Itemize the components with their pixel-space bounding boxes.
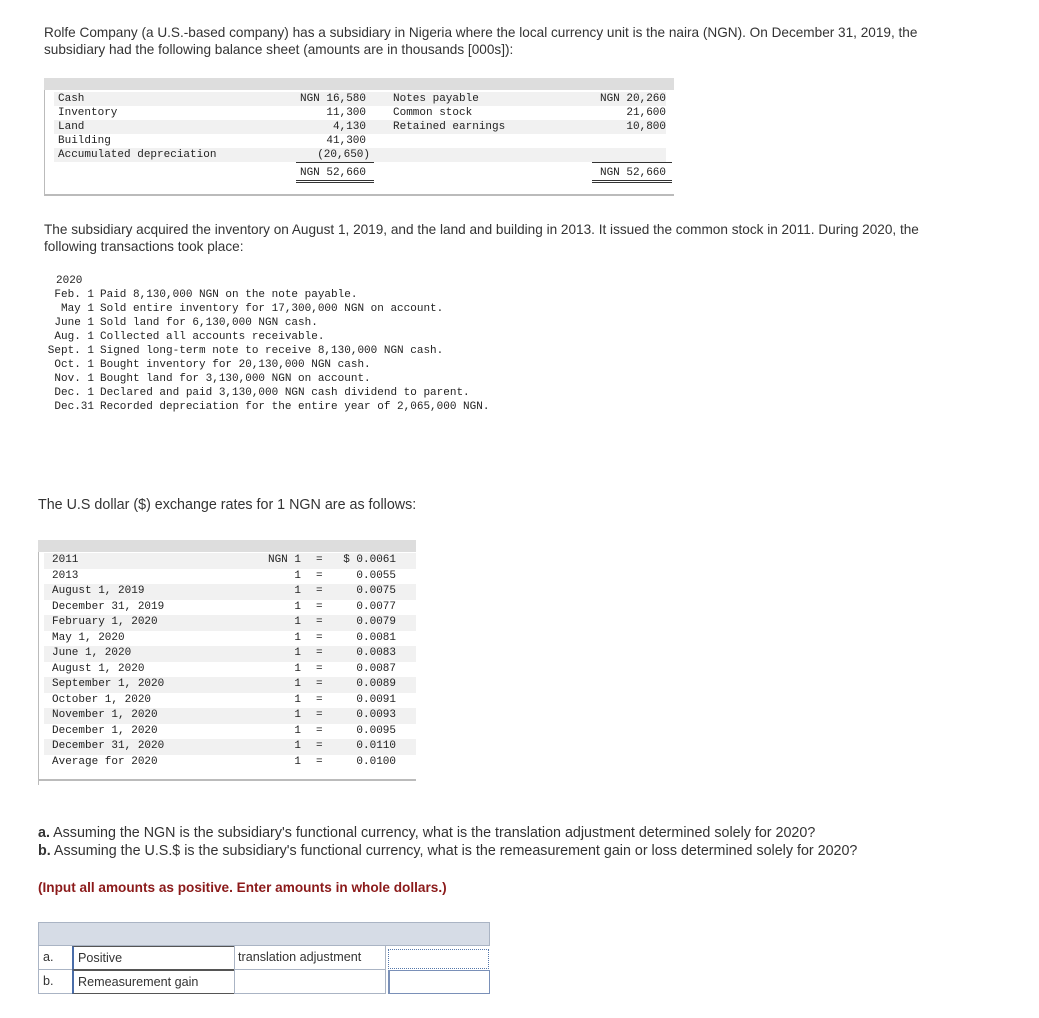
rate-date: May 1, 2020 — [52, 631, 125, 644]
rate-ngn: 1 — [294, 616, 301, 628]
row-b-amount-input[interactable] — [388, 970, 490, 994]
rate-date: August 1, 2020 — [52, 662, 145, 675]
rate-date: October 1, 2020 — [52, 693, 152, 706]
rate-ngn: 1 — [294, 662, 301, 675]
transaction-text: Signed long-term note to receive 8,130,000 NGN cash. — [100, 345, 444, 357]
row-a-select[interactable]: Positive — [72, 946, 235, 970]
rate-usd: 0.0100 — [356, 755, 396, 768]
rate-ngn: NGN 1 — [267, 554, 301, 566]
transaction-text: Paid 8,130,000 NGN on the note payable. — [100, 289, 358, 301]
transaction-date: May 1 — [60, 303, 94, 315]
asset-label: Building — [58, 135, 111, 147]
exchange-rates-table — [38, 540, 416, 785]
row-a-amount-input[interactable] — [388, 949, 489, 969]
rate-equals: = — [316, 693, 323, 706]
rate-date: November 1, 2020 — [52, 709, 158, 721]
rate-date: 2011 — [52, 554, 79, 566]
rate-equals: = — [316, 569, 323, 582]
asset-amount: 41,300 — [326, 135, 366, 147]
rate-usd: 0.0079 — [356, 616, 396, 628]
rate-usd: 0.0081 — [356, 631, 396, 644]
asset-label: Cash — [58, 93, 85, 105]
transactions-intro: The subsidiary acquired the inventory on August 1, 2019, and the land and building in 2013. It issued the common stock in 2011. During 2020, the following transactions took place: — [44, 222, 919, 254]
liability-label: Retained earnings — [393, 121, 506, 133]
rate-ngn: 1 — [294, 693, 301, 706]
rate-date: Average for 2020 — [52, 755, 158, 768]
asset-amount: 11,300 — [326, 107, 366, 119]
rate-ngn: 1 — [294, 724, 301, 737]
rate-date: February 1, 2020 — [52, 616, 158, 628]
rate-ngn: 1 — [294, 709, 301, 721]
liability-amount: NGN 20,260 — [599, 93, 666, 105]
transaction-date: Dec. 1 — [54, 387, 94, 399]
asset-amount: NGN 16,580 — [299, 93, 366, 105]
transaction-text: Collected all accounts receivable. — [100, 331, 325, 343]
rate-usd: 0.0083 — [356, 647, 396, 659]
transaction-date: Oct. 1 — [54, 359, 94, 371]
rate-ngn: 1 — [294, 678, 301, 690]
question-block — [38, 824, 857, 860]
rate-ngn: 1 — [294, 631, 301, 644]
rate-usd: $ 0.0061 — [343, 554, 396, 566]
liability-amount: 21,600 — [626, 107, 666, 119]
rate-equals: = — [316, 740, 323, 752]
rate-usd: 0.0055 — [356, 569, 396, 582]
question-b-letter: b. — [38, 843, 51, 859]
asset-label: Land — [58, 121, 85, 133]
transaction-date: June 1 — [54, 317, 94, 329]
transaction-date: Sept. 1 — [47, 345, 94, 357]
rates-intro: The U.S dollar ($) exchange rates for 1 NGN are as follows: — [38, 497, 417, 513]
rate-equals: = — [316, 709, 323, 721]
transaction-date: Feb. 1 — [54, 289, 94, 301]
transaction-date: Aug. 1 — [54, 331, 94, 343]
rate-date: September 1, 2020 — [52, 678, 165, 690]
instruction-note: (Input all amounts as positive. Enter amounts in whole dollars.) — [38, 880, 447, 895]
rate-equals: = — [316, 724, 323, 737]
question-b: Assuming the U.S.$ is the subsidiary's functional currency, what is the remeasurement gain or loss determined solely for 2020? — [53, 843, 858, 859]
row-a-letter: a. — [38, 946, 73, 970]
rate-usd: 0.0075 — [356, 585, 396, 597]
rate-date: August 1, 2019 — [52, 585, 145, 597]
rate-equals: = — [316, 678, 323, 690]
row-b-letter: b. — [38, 970, 73, 994]
transaction-text: Bought inventory for 20,130,000 NGN cash. — [100, 359, 371, 371]
asset-label: Accumulated depreciation — [58, 149, 217, 161]
rate-usd: 0.0091 — [356, 693, 396, 706]
transaction-date: Nov. 1 — [54, 373, 94, 385]
rate-date: December 31, 2019 — [52, 600, 165, 613]
asset-amount: (20,650) — [317, 149, 370, 161]
rate-equals: = — [316, 554, 323, 566]
row-b-select[interactable]: Remeasurement gain — [72, 970, 235, 994]
rate-equals: = — [316, 755, 323, 768]
rate-date: December 1, 2020 — [52, 724, 158, 737]
rate-equals: = — [316, 631, 323, 644]
asset-total: NGN 52,660 — [299, 167, 366, 179]
rate-usd: 0.0089 — [356, 678, 396, 690]
rate-equals: = — [316, 600, 323, 613]
rate-date: December 31, 2020 — [52, 740, 165, 752]
transaction-text: Recorded depreciation for the entire year of 2,065,000 NGN. — [100, 401, 490, 413]
question-a-letter: a. — [38, 825, 50, 841]
transaction-text: Bought land for 3,130,000 NGN on account. — [100, 373, 371, 385]
row-a-label: translation adjustment — [234, 946, 386, 970]
rate-ngn: 1 — [294, 585, 301, 597]
transaction-text: Sold land for 6,130,000 NGN cash. — [100, 317, 318, 329]
rate-equals: = — [316, 647, 323, 659]
asset-label: Inventory — [58, 107, 118, 119]
rate-usd: 0.0087 — [356, 662, 396, 675]
rate-equals: = — [316, 585, 323, 597]
transactions-year: 2020 — [56, 275, 83, 287]
rate-usd: 0.0095 — [356, 724, 396, 737]
rate-ngn: 1 — [294, 600, 301, 613]
transaction-text: Sold entire inventory for 17,300,000 NGN on account. — [100, 303, 444, 315]
rate-ngn: 1 — [294, 740, 301, 752]
rate-date: June 1, 2020 — [52, 647, 132, 659]
rate-ngn: 1 — [294, 647, 301, 659]
question-a: Assuming the NGN is the subsidiary's functional currency, what is the translation adjustment determined solely for 2020? — [53, 825, 816, 841]
rate-equals: = — [316, 662, 323, 675]
problem-intro: Rolfe Company (a U.S.-based company) has a subsidiary in Nigeria where the local currency unit is the naira (NGN). On December 31, 2019, the subsidiary had the following balance sheet (amounts are in thousands [000s]): — [44, 25, 918, 57]
rate-ngn: 1 — [294, 569, 301, 582]
transaction-text: Declared and paid 3,130,000 NGN cash dividend to parent. — [100, 387, 470, 399]
table-header-bar — [44, 78, 674, 90]
rate-usd: 0.0110 — [356, 740, 396, 752]
answer-header — [38, 922, 490, 946]
liability-amount: 10,800 — [626, 121, 666, 133]
rate-ngn: 1 — [294, 755, 301, 768]
asset-amount: 4,130 — [332, 121, 366, 133]
rate-equals: = — [316, 616, 323, 628]
liability-label: Notes payable — [393, 93, 479, 105]
transaction-date: Dec.31 — [54, 401, 94, 413]
liability-label: Common stock — [393, 107, 473, 119]
row-b-label-cell — [234, 970, 386, 994]
rate-date: 2013 — [52, 569, 79, 582]
table-header-bar — [38, 540, 416, 552]
balance-sheet — [44, 78, 674, 196]
liability-total: NGN 52,660 — [599, 167, 666, 179]
rate-usd: 0.0077 — [356, 600, 396, 613]
rate-usd: 0.0093 — [356, 709, 396, 721]
